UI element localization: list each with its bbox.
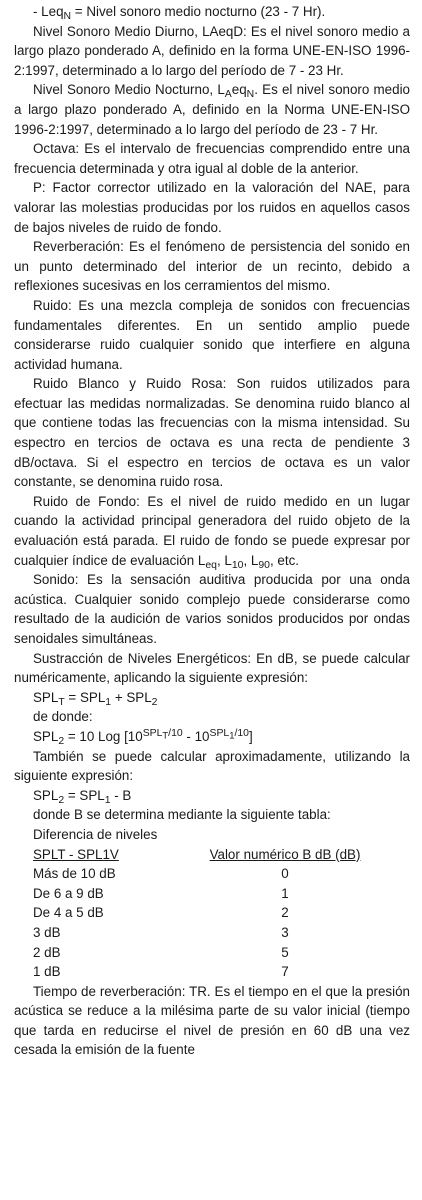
table-header-diff: SPLT - SPL1V	[33, 846, 119, 862]
table-cell-diff: De 6 a 9 dB	[33, 885, 104, 901]
table-row	[33, 903, 380, 923]
de-donde-label: de donde:	[33, 709, 93, 725]
table-cell-diff: 3 dB	[33, 924, 61, 940]
table-cell-value: 1	[281, 885, 289, 901]
table-row	[33, 962, 380, 982]
formula-splt: $SPL_T = SPL_1 + SPL_2$	[33, 689, 158, 708]
table-header-value: Valor numérico B dB (dB)	[209, 846, 361, 862]
table-row	[33, 884, 380, 904]
table-cell-value: 0	[281, 866, 289, 882]
formula-spl2-log: $SPL_2 = 10$ Log $[10^{SPL_T/10} - 10^{SPL_1/10}]$	[33, 728, 253, 747]
definition-ruido-fondo: Ruido de Fondo: Es el nivel de ruido medido en un lugar cuando la actividad principal generadora del ruido objeto de la evaluación está parada. El ruido de fondo se puede expresar por cualquier índice de evaluación $L_{eq}$, $L_{10}$, $L_{90}$, etc.	[14, 493, 410, 571]
definition-tiempo-reverberacion: Tiempo de reverberación: TR. Es el tiempo en el que la presión acústica se reduce a la milésima parte de su valor inicial (tiempo que tarda en reducirse el nivel de presión en 60 dB una vez cesada la emisión de la fuente	[14, 983, 410, 1058]
definition-laeqn: Nivel Sonoro Medio Nocturno, $L_Aeq_N$. Es el nivel sonoro medio a largo plazo ponderado A, definido en la Norma UNE-EN-ISO 1996-2:1997, determinado a lo largo del período de 23 - 7 Hr.	[14, 82, 411, 137]
table-header-row	[33, 845, 380, 865]
donde-b-label: donde B se determina mediante la siguiente tabla:	[33, 807, 331, 823]
table-cell-diff: Más de 10 dB	[33, 866, 116, 882]
definition-laeqd: Nivel Sonoro Medio Diurno, LAeqD: Es el nivel sonoro medio a largo plazo ponderado A, definido en la forma UNE-EN-ISO 1996-2:1997, determinado a lo largo del período de 7 - 23 Hr.	[14, 23, 410, 78]
table-title: Diferencia de niveles	[33, 826, 158, 842]
definition-leqn: - Leq$_N$ = Nivel sonoro medio nocturno (23 - 7 Hr).	[33, 4, 326, 22]
table-cell-value: 5	[281, 944, 289, 960]
table-cell-value: 7	[281, 964, 289, 980]
definition-aproximacion: También se puede calcular aproximadamente, utilizando la siguiente expresión:	[14, 748, 410, 784]
table-row	[33, 923, 380, 943]
level-difference-table	[33, 845, 380, 982]
table-cell-diff: 1 dB	[33, 964, 61, 980]
table-row	[33, 943, 380, 963]
definition-sustraccion: Sustracción de Niveles Energéticos: En dB, se puede calcular numéricamente, aplicando la siguiente expresión:	[14, 650, 410, 686]
definition-reverberacion: Reverberación: Es el fenómeno de persistencia del sonido en un punto determinado del interior de un recinto, debido a reflexiones sucesivas en los cerramientos del mismo.	[14, 239, 410, 294]
table-cell-value: 2	[281, 905, 289, 921]
formula-spl2-approx: $SPL_2 = SPL_1 - B$	[33, 787, 132, 806]
definition-ruido-blanco-rosa: Ruido Blanco y Ruido Rosa: Son ruidos utilizados para efectuar las medidas normalizadas. Se denomina ruido blanco al que contiene todas las frecuencias con la misma intensidad. Su espectro en tercios de octava es una recta de pendiente 3 dB/octava. Si el espectro en tercios de octava es un valor constante, se denomina ruido rosa.	[14, 376, 410, 490]
definition-p: P: Factor corrector utilizado en la valoración del NAE, para valorar las molestias producidas por los ruidos en aquellos casos de bajos niveles de ruido de fondo.	[14, 180, 410, 235]
table-cell-diff: 2 dB	[33, 944, 61, 960]
definition-ruido: Ruido: Es una mezcla compleja de sonidos con frecuencias fundamentales diferentes. En un sentido amplio puede considerarse ruido cualquier sonido que interfiere en alguna actividad humana.	[14, 297, 410, 372]
table-row	[33, 864, 380, 884]
table-cell-diff: De 4 a 5 dB	[33, 905, 104, 921]
table-cell-value: 3	[281, 924, 289, 940]
definition-sonido: Sonido: Es la sensación auditiva producida por una onda acústica. Cualquier sonido complejo puede considerarse como resultado de la audición de varios sonidos producidos por ondas senoidales simultáneas.	[14, 572, 410, 646]
definition-octava: Octava: Es el intervalo de frecuencias comprendido entre una frecuencia determinada y otra igual al doble de la anterior.	[14, 141, 410, 176]
